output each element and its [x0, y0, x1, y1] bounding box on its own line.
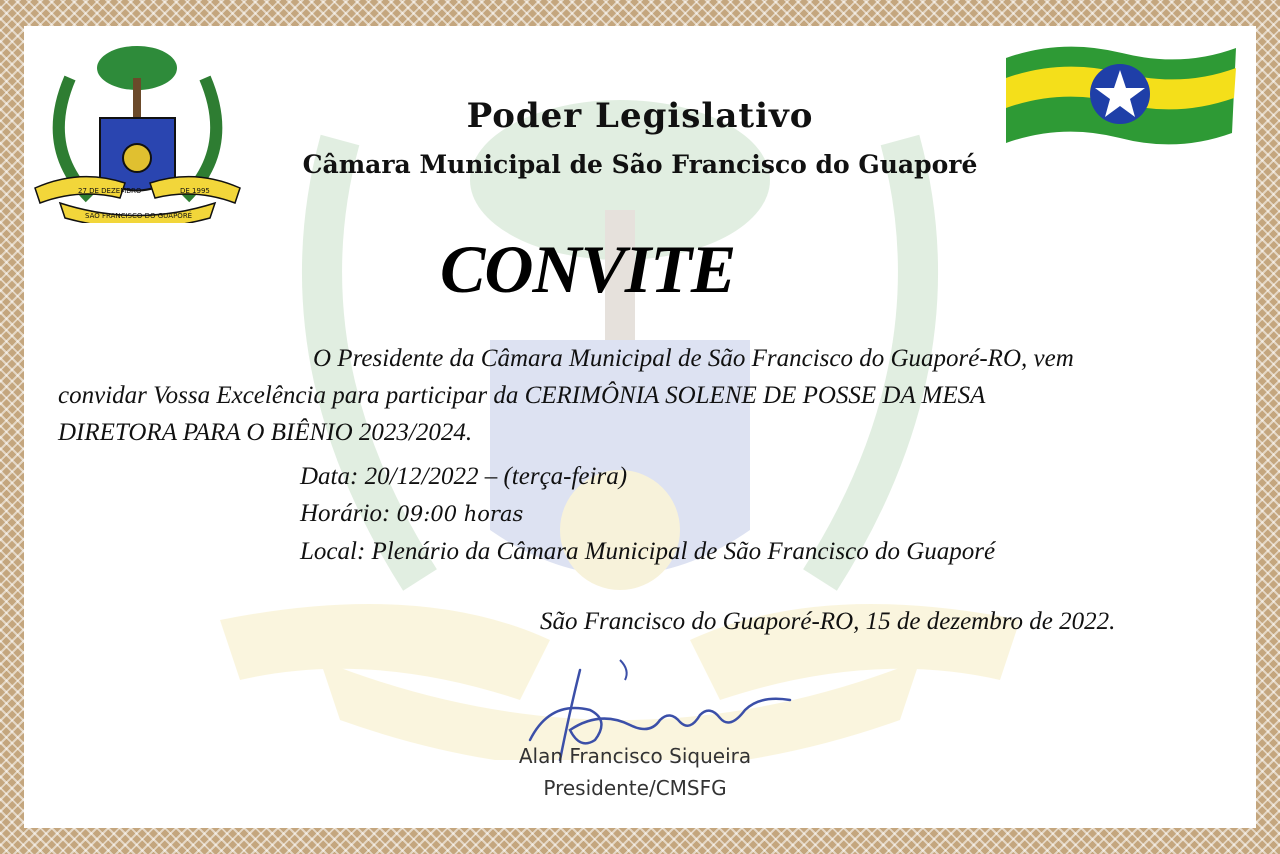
date-value: 20/12/2022 – (terça-feira) [364, 463, 628, 490]
page-subtitle: Câmara Municipal de São Francisco do Guaporé [302, 150, 978, 179]
signatory-name: Alan Francisco Siqueira [518, 744, 752, 768]
coat-of-arms-logo [30, 38, 245, 223]
invitation-body [58, 340, 1238, 451]
invitation-heading: CONVITE [440, 231, 736, 307]
event-details [300, 458, 995, 570]
date-label: Data: [300, 463, 365, 490]
place-label: Local: [300, 538, 372, 565]
municipal-flag [1002, 38, 1240, 150]
body-line-2-prefix: convidar Vossa Excelência para participar da [58, 382, 525, 409]
page-title: Poder Legislativo [466, 96, 814, 136]
ribbon-right-text: DE 1995 [180, 187, 210, 195]
time-label: Horário: [300, 500, 397, 527]
ribbon-left-text: 27 DE DEZEMBRO [78, 187, 142, 195]
body-line-1: O Presidente da Câmara Municipal de São Francisco do Guaporé-RO, vem [313, 345, 1074, 372]
place-and-date: São Francisco do Guaporé-RO, 15 de dezembro de 2022. [540, 608, 1116, 635]
ribbon-bottom-text: SÃO FRANCISCO DO GUAPORÉ [85, 212, 193, 220]
body-line-2-emphasis: CERIMÔNIA SOLENE DE POSSE DA MESA [524, 382, 986, 409]
body-line-3: DIRETORA PARA O BIÊNIO 2023/2024. [58, 419, 473, 446]
time-value: 09:00 horas [396, 502, 524, 526]
signatory-role: Presidente/CMSFG [543, 776, 727, 800]
place-value: Plenário da Câmara Municipal de São Francisco do Guaporé [371, 538, 996, 565]
